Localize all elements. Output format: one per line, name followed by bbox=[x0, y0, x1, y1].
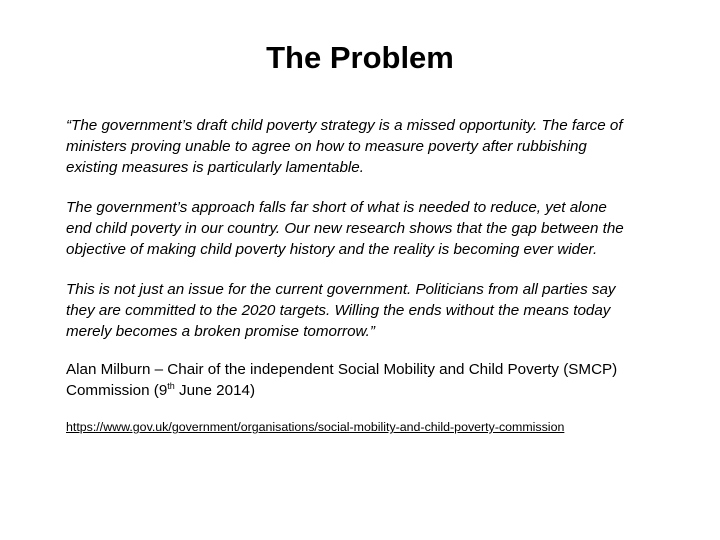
slide-title: The Problem bbox=[266, 40, 454, 75]
slide-content bbox=[66, 115, 636, 435]
quote-paragraph-2: The government’s approach falls far short of what is needed to reduce, yet alone end child poverty in our country. Our new research shows that the gap between the objective of making child poverty history and the reality is becoming ever wider. bbox=[66, 199, 624, 258]
attribution-text: Alan Milburn – Chair of the independent Social Mobility and Child Poverty (SMCP) Commission (9 bbox=[66, 361, 618, 399]
attribution bbox=[66, 359, 636, 401]
ordinal-superscript: th bbox=[167, 381, 175, 391]
source-link-row bbox=[66, 419, 636, 435]
source-link[interactable]: https://www.gov.uk/government/organisations/social-mobility-and-child-poverty-commission bbox=[66, 420, 565, 434]
quote-paragraph-3: This is not just an issue for the current government. Politicians from all parties say they are committed to the 2020 targets. Willing the ends without the means today merely becomes a broken promise tomorrow.” bbox=[66, 281, 616, 340]
quote-paragraph-1: “The government’s draft child poverty strategy is a missed opportunity. The farce of ministers proving unable to agree on how to measure poverty after rubbishing existing measures is particularly lamentable. bbox=[66, 117, 623, 176]
attribution-date: June 2014) bbox=[174, 382, 256, 399]
